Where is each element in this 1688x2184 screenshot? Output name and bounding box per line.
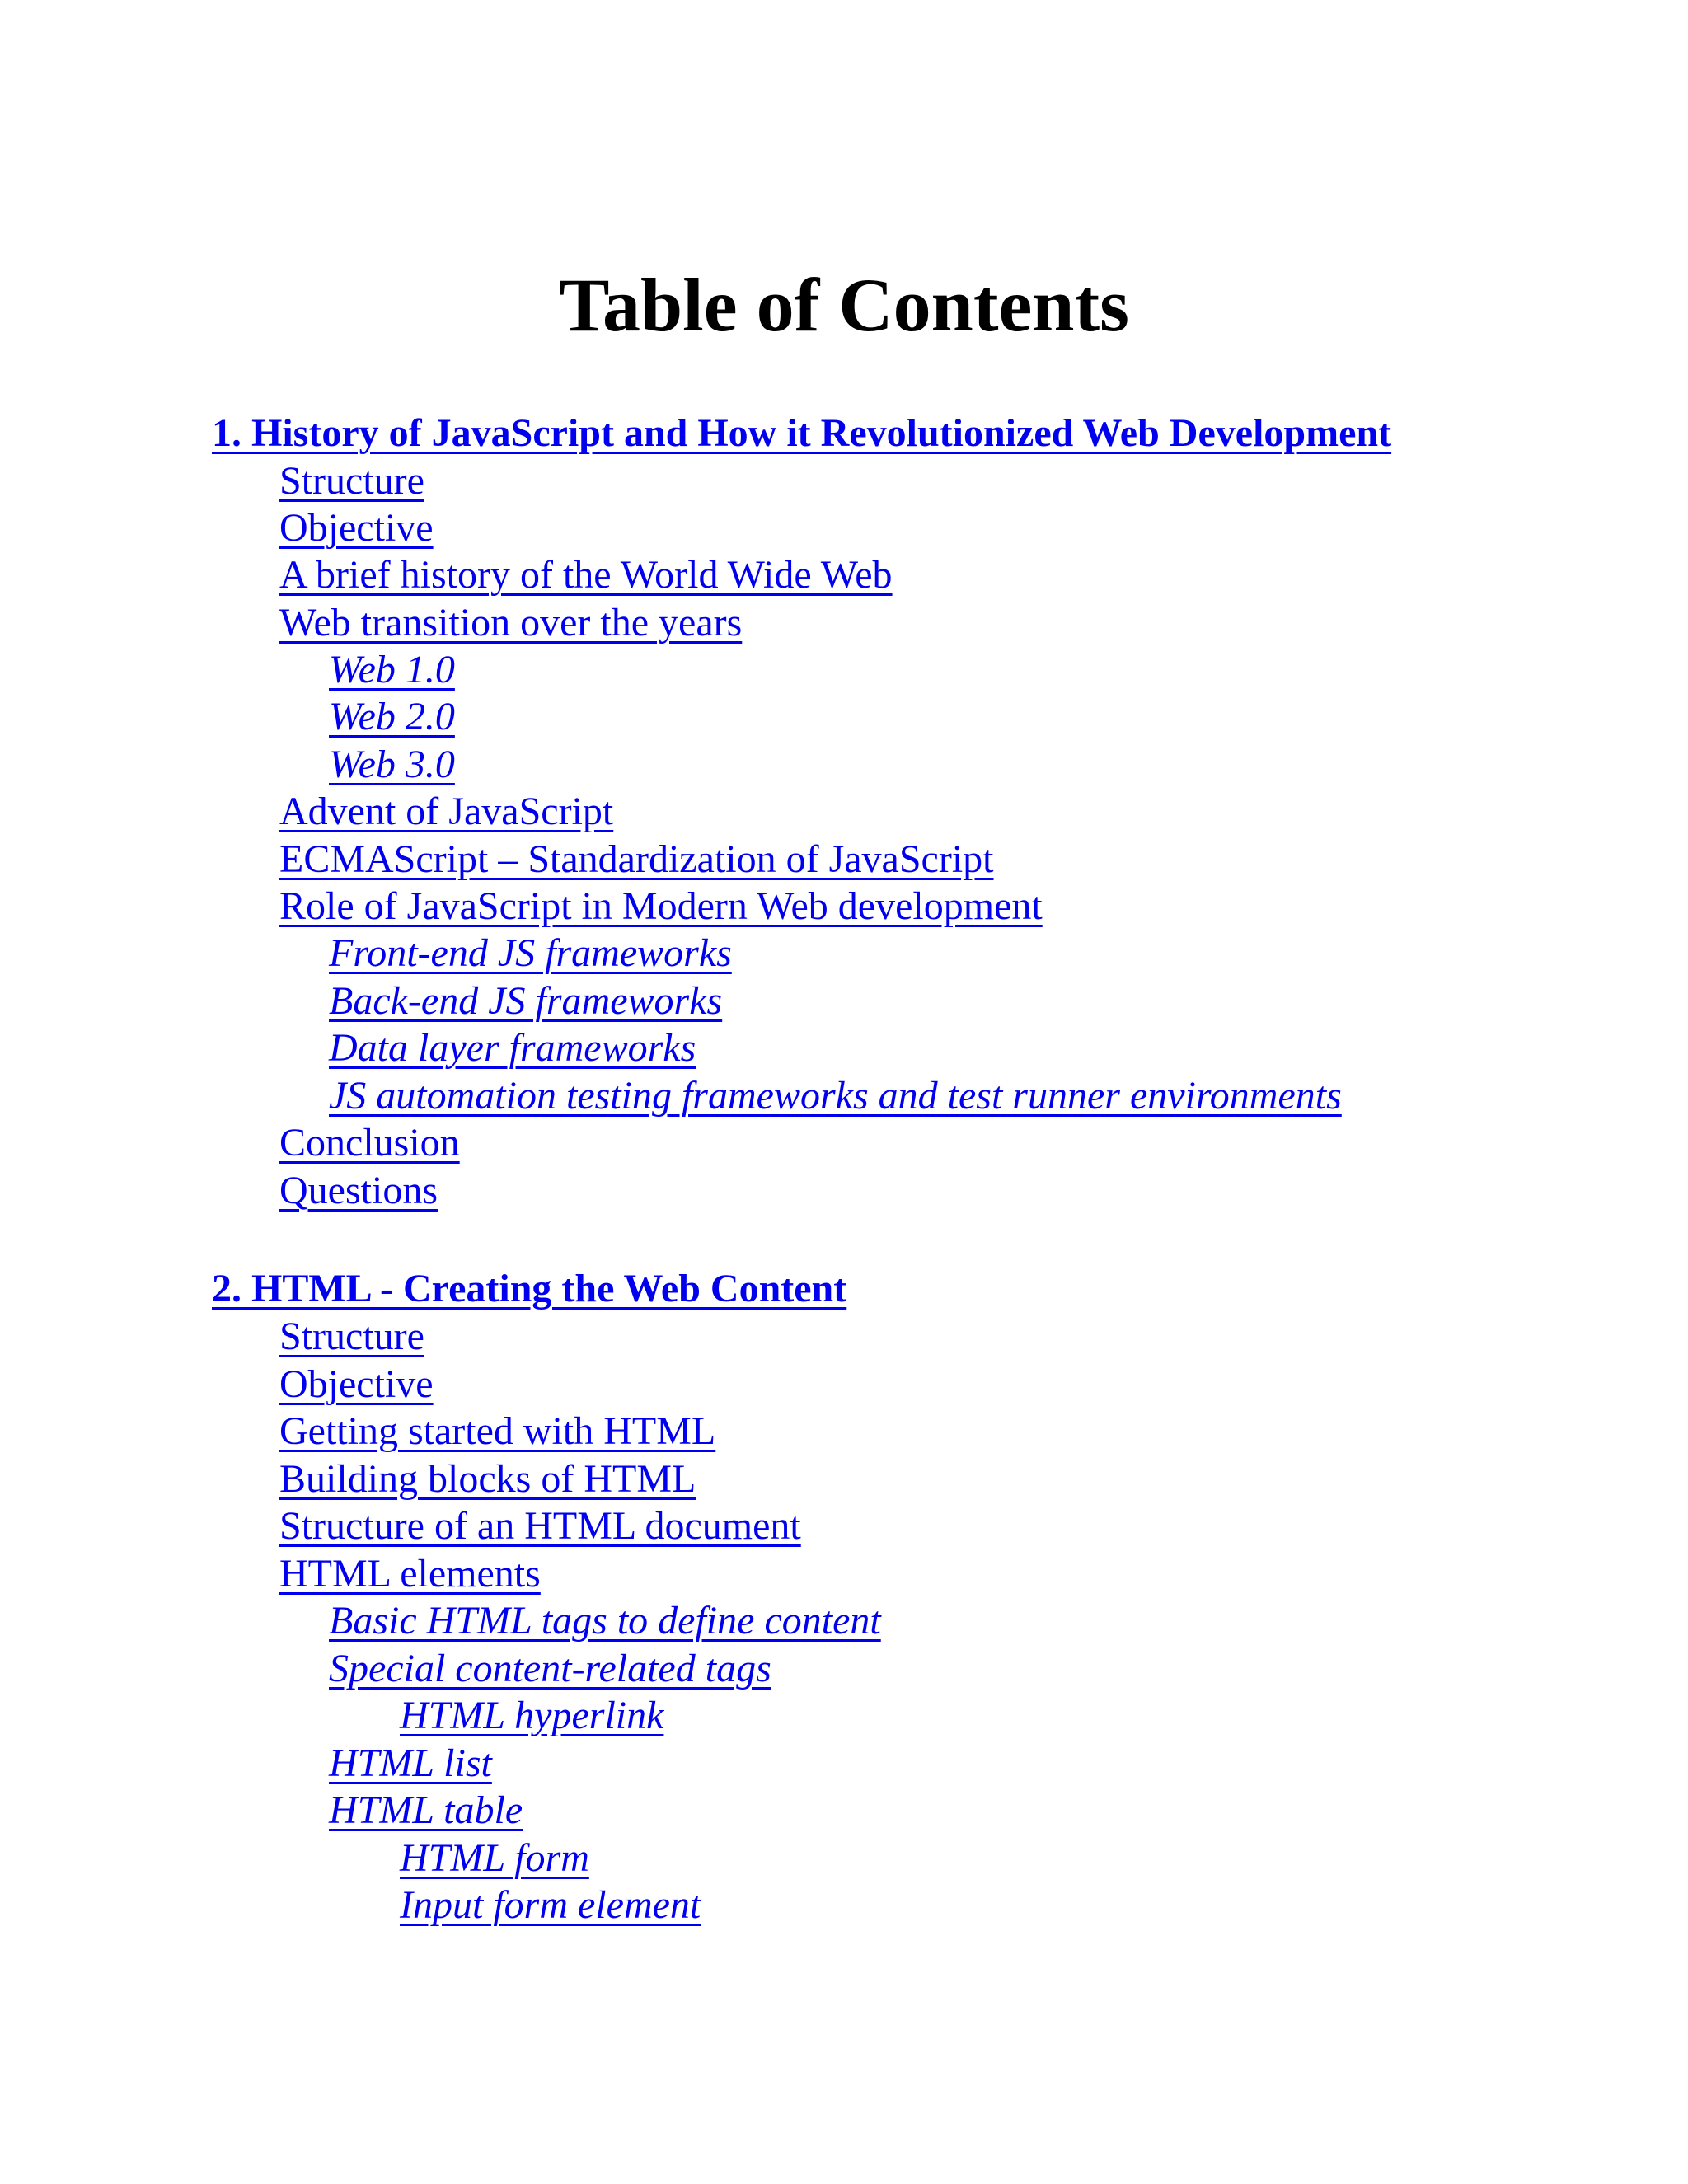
toc-ch1-conclusion-link[interactable]: Conclusion xyxy=(279,1121,460,1165)
toc-ch2-html-form-link[interactable]: HTML form xyxy=(400,1836,589,1880)
toc-ch2-structure-link[interactable]: Structure xyxy=(279,1315,424,1358)
toc-ch2-basic-tags-link[interactable]: Basic HTML tags to define content xyxy=(329,1599,881,1643)
toc-ch1-web-1-0-link[interactable]: Web 1.0 xyxy=(329,648,455,691)
toc-ch2-hyperlink-link[interactable]: HTML hyperlink xyxy=(400,1694,664,1737)
toc-ch2-special-tags-link[interactable]: Special content-related tags xyxy=(329,1647,771,1690)
toc-ch1-web-3-0-link[interactable]: Web 3.0 xyxy=(329,743,455,786)
toc-ch1-backend-frameworks-link[interactable]: Back-end JS frameworks xyxy=(329,979,723,1023)
toc-ch2-document-structure-link[interactable]: Structure of an HTML document xyxy=(279,1504,801,1548)
toc-chapter-2-link[interactable]: 2. HTML - Creating the Web Content xyxy=(212,1267,847,1310)
toc-ch2-html-elements-link[interactable]: HTML elements xyxy=(279,1552,541,1596)
page-title: Table of Contents xyxy=(559,263,1129,347)
toc-ch1-ecmascript-link[interactable]: ECMAScript – Standardization of JavaScript xyxy=(279,837,994,881)
toc-ch1-data-layer-link[interactable]: Data layer frameworks xyxy=(329,1026,696,1070)
toc-ch2-html-table-link[interactable]: HTML table xyxy=(329,1788,523,1832)
toc-ch2-html-list-link[interactable]: HTML list xyxy=(329,1741,492,1785)
toc-ch1-web-2-0-link[interactable]: Web 2.0 xyxy=(329,695,455,738)
toc-ch1-automation-testing-link[interactable]: JS automation testing frameworks and test runner environments xyxy=(329,1074,1342,1118)
toc-ch1-advent-js-link[interactable]: Advent of JavaScript xyxy=(279,790,614,833)
toc-ch1-questions-link[interactable]: Questions xyxy=(279,1169,438,1212)
toc-ch1-frontend-frameworks-link[interactable]: Front-end JS frameworks xyxy=(329,931,732,975)
toc-ch2-building-blocks-link[interactable]: Building blocks of HTML xyxy=(279,1457,696,1501)
toc-ch1-role-js-link[interactable]: Role of JavaScript in Modern Web development xyxy=(279,884,1043,928)
toc-ch2-input-form-element-link[interactable]: Input form element xyxy=(400,1883,701,1927)
toc-ch1-brief-history-link[interactable]: A brief history of the World Wide Web xyxy=(279,553,893,597)
toc-chapter-1-link[interactable]: 1. History of JavaScript and How it Revolutionized Web Development xyxy=(212,411,1392,455)
toc-ch1-objective-link[interactable]: Objective xyxy=(279,506,434,550)
toc-ch1-web-transition-link[interactable]: Web transition over the years xyxy=(279,601,743,644)
toc-ch1-structure-link[interactable]: Structure xyxy=(279,459,424,503)
toc-ch2-getting-started-link[interactable]: Getting started with HTML xyxy=(279,1409,716,1453)
toc-ch2-objective-link[interactable]: Objective xyxy=(279,1362,434,1406)
